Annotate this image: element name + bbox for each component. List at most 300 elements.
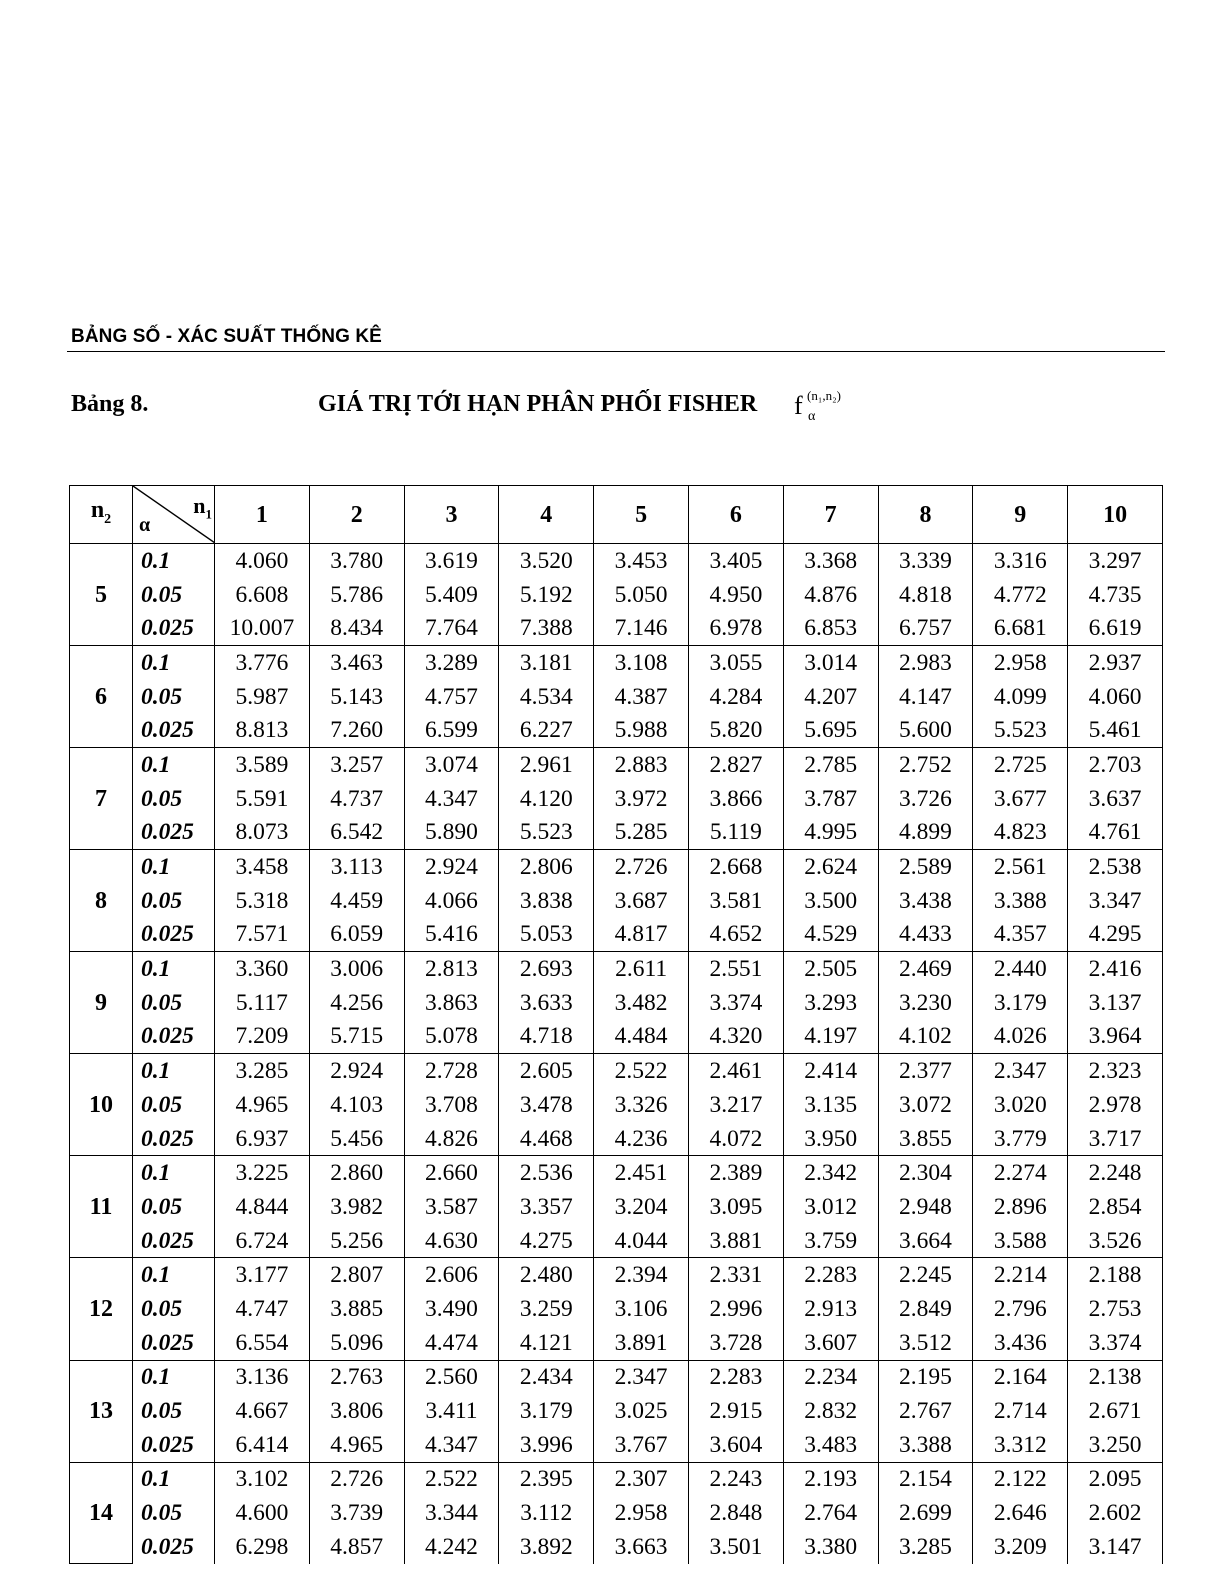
critical-value-cell: 3.108 xyxy=(594,646,689,680)
critical-value-cell: 3.259 xyxy=(499,1292,594,1326)
critical-value-cell: 4.433 xyxy=(878,918,973,952)
critical-value-cell: 2.193 xyxy=(783,1462,878,1496)
critical-value-cell: 3.739 xyxy=(309,1496,404,1530)
n1-column-header: 9 xyxy=(973,486,1068,544)
critical-value-cell: 2.699 xyxy=(878,1496,973,1530)
critical-value-cell: 7.571 xyxy=(215,918,310,952)
critical-value-cell: 2.395 xyxy=(499,1462,594,1496)
critical-value-cell: 5.988 xyxy=(594,713,689,747)
critical-value-cell: 4.066 xyxy=(404,884,499,918)
critical-value-cell: 5.050 xyxy=(594,578,689,612)
critical-value-cell: 2.807 xyxy=(309,1258,404,1292)
n2-header-sub: 2 xyxy=(104,511,112,527)
header-rule xyxy=(67,351,1165,352)
critical-value-cell: 6.059 xyxy=(309,918,404,952)
critical-value-cell: 5.523 xyxy=(973,713,1068,747)
critical-value-cell: 3.289 xyxy=(404,646,499,680)
critical-value-cell: 3.347 xyxy=(1068,884,1163,918)
critical-value-cell: 3.012 xyxy=(783,1190,878,1224)
critical-value-cell: 3.463 xyxy=(309,646,404,680)
n1-column-header: 1 xyxy=(215,486,310,544)
critical-value-cell: 6.724 xyxy=(215,1224,310,1258)
critical-value-cell: 2.913 xyxy=(783,1292,878,1326)
critical-value-cell: 3.436 xyxy=(973,1326,1068,1360)
critical-value-cell: 2.763 xyxy=(309,1360,404,1394)
critical-value-cell: 5.820 xyxy=(688,713,783,747)
critical-value-cell: 4.468 xyxy=(499,1122,594,1156)
critical-value-cell: 4.630 xyxy=(404,1224,499,1258)
critical-value-cell: 8.073 xyxy=(215,816,310,850)
critical-value-cell: 7.388 xyxy=(499,611,594,645)
n2-value-cell: 5 xyxy=(70,544,133,646)
critical-value-cell: 3.136 xyxy=(215,1360,310,1394)
critical-value-cell: 5.119 xyxy=(688,816,783,850)
critical-value-cell: 3.587 xyxy=(404,1190,499,1224)
critical-value-cell: 4.761 xyxy=(1068,816,1163,850)
critical-value-cell: 4.242 xyxy=(404,1530,499,1564)
critical-value-cell: 3.581 xyxy=(688,884,783,918)
critical-value-cell: 3.664 xyxy=(878,1224,973,1258)
critical-value-cell: 2.703 xyxy=(1068,748,1163,782)
critical-value-cell: 3.881 xyxy=(688,1224,783,1258)
critical-value-cell: 3.838 xyxy=(499,884,594,918)
critical-value-cell: 6.681 xyxy=(973,611,1068,645)
critical-value-cell: 2.983 xyxy=(878,646,973,680)
critical-value-cell: 4.236 xyxy=(594,1122,689,1156)
critical-value-cell: 2.095 xyxy=(1068,1462,1163,1496)
critical-value-cell: 2.854 xyxy=(1068,1190,1163,1224)
critical-value-cell: 6.757 xyxy=(878,611,973,645)
critical-value-cell: 4.529 xyxy=(783,918,878,952)
critical-value-cell: 3.520 xyxy=(499,544,594,578)
critical-value-cell: 4.965 xyxy=(309,1428,404,1462)
critical-value-cell: 3.380 xyxy=(783,1530,878,1564)
critical-value-cell: 2.323 xyxy=(1068,1054,1163,1088)
alpha-level-cell: 0.05 xyxy=(133,578,215,612)
critical-value-cell: 3.112 xyxy=(499,1496,594,1530)
critical-value-cell: 3.204 xyxy=(594,1190,689,1224)
critical-value-cell: 3.677 xyxy=(973,782,1068,816)
alpha-level-cell: 0.05 xyxy=(133,1292,215,1326)
critical-value-cell: 2.725 xyxy=(973,748,1068,782)
critical-value-cell: 3.285 xyxy=(215,1054,310,1088)
critical-value-cell: 4.818 xyxy=(878,578,973,612)
n1-header-label: n xyxy=(193,493,206,518)
critical-value-cell: 5.987 xyxy=(215,680,310,714)
table-row xyxy=(70,1156,1163,1190)
alpha-level-cell: 0.1 xyxy=(133,1156,215,1190)
critical-value-cell: 4.474 xyxy=(404,1326,499,1360)
alpha-level-cell: 0.1 xyxy=(133,1258,215,1292)
critical-value-cell: 4.484 xyxy=(594,1020,689,1054)
table-row xyxy=(70,748,1163,782)
critical-value-cell: 3.179 xyxy=(499,1394,594,1428)
critical-value-cell: 3.411 xyxy=(404,1394,499,1428)
critical-value-cell: 5.695 xyxy=(783,713,878,747)
critical-value-cell: 3.982 xyxy=(309,1190,404,1224)
critical-value-cell: 5.192 xyxy=(499,578,594,612)
critical-value-cell: 4.857 xyxy=(309,1530,404,1564)
critical-value-cell: 6.937 xyxy=(215,1122,310,1156)
critical-value-cell: 3.285 xyxy=(878,1530,973,1564)
critical-value-cell: 2.958 xyxy=(973,646,1068,680)
critical-value-cell: 2.304 xyxy=(878,1156,973,1190)
critical-value-cell: 2.796 xyxy=(973,1292,1068,1326)
critical-value-cell: 2.813 xyxy=(404,952,499,986)
critical-value-cell: 3.500 xyxy=(783,884,878,918)
critical-value-cell: 3.374 xyxy=(688,986,783,1020)
critical-value-cell: 5.600 xyxy=(878,713,973,747)
critical-value-cell: 3.344 xyxy=(404,1496,499,1530)
critical-value-cell: 2.347 xyxy=(973,1054,1068,1088)
critical-value-cell: 3.607 xyxy=(783,1326,878,1360)
critical-value-cell: 2.451 xyxy=(594,1156,689,1190)
critical-value-cell: 2.660 xyxy=(404,1156,499,1190)
alpha-level-cell: 0.05 xyxy=(133,1088,215,1122)
critical-value-cell: 3.217 xyxy=(688,1088,783,1122)
critical-value-cell: 5.591 xyxy=(215,782,310,816)
critical-value-cell: 2.522 xyxy=(404,1462,499,1496)
critical-value-cell: 5.078 xyxy=(404,1020,499,1054)
critical-value-cell: 2.389 xyxy=(688,1156,783,1190)
critical-value-cell: 2.188 xyxy=(1068,1258,1163,1292)
critical-value-cell: 2.469 xyxy=(878,952,973,986)
critical-value-cell: 4.667 xyxy=(215,1394,310,1428)
critical-value-cell: 2.589 xyxy=(878,850,973,884)
table-row xyxy=(70,544,1163,578)
critical-value-cell: 2.753 xyxy=(1068,1292,1163,1326)
critical-value-cell: 2.560 xyxy=(404,1360,499,1394)
critical-value-cell: 2.248 xyxy=(1068,1156,1163,1190)
critical-value-cell: 6.608 xyxy=(215,578,310,612)
critical-value-cell: 3.014 xyxy=(783,646,878,680)
critical-value-cell: 3.374 xyxy=(1068,1326,1163,1360)
critical-value-cell: 3.297 xyxy=(1068,544,1163,578)
critical-value-cell: 2.611 xyxy=(594,952,689,986)
n2-value-cell: 10 xyxy=(70,1054,133,1156)
critical-value-cell: 3.055 xyxy=(688,646,783,680)
critical-value-cell: 4.207 xyxy=(783,680,878,714)
alpha-level-cell: 0.05 xyxy=(133,782,215,816)
table-body xyxy=(70,544,1163,1564)
critical-value-cell: 3.135 xyxy=(783,1088,878,1122)
critical-value-cell: 2.860 xyxy=(309,1156,404,1190)
alpha-level-cell: 0.025 xyxy=(133,918,215,952)
alpha-level-cell: 0.1 xyxy=(133,748,215,782)
critical-value-cell: 6.227 xyxy=(499,713,594,747)
critical-value-cell: 3.482 xyxy=(594,986,689,1020)
critical-value-cell: 3.996 xyxy=(499,1428,594,1462)
critical-value-cell: 4.072 xyxy=(688,1122,783,1156)
critical-value-cell: 4.103 xyxy=(309,1088,404,1122)
alpha-level-cell: 0.05 xyxy=(133,986,215,1020)
critical-value-cell: 2.602 xyxy=(1068,1496,1163,1530)
critical-value-cell: 3.257 xyxy=(309,748,404,782)
critical-value-cell: 3.588 xyxy=(973,1224,1068,1258)
critical-value-cell: 5.117 xyxy=(215,986,310,1020)
critical-value-cell: 2.377 xyxy=(878,1054,973,1088)
critical-value-cell: 4.459 xyxy=(309,884,404,918)
critical-value-cell: 5.461 xyxy=(1068,713,1163,747)
alpha-level-cell: 0.025 xyxy=(133,1020,215,1054)
critical-value-cell: 4.735 xyxy=(1068,578,1163,612)
table-row xyxy=(70,1360,1163,1394)
critical-value-cell: 5.285 xyxy=(594,816,689,850)
critical-value-cell: 2.274 xyxy=(973,1156,1068,1190)
fisher-formula xyxy=(794,388,874,428)
critical-value-cell: 6.414 xyxy=(215,1428,310,1462)
critical-value-cell: 2.996 xyxy=(688,1292,783,1326)
critical-value-cell: 3.483 xyxy=(783,1428,878,1462)
table-number: Bảng 8. xyxy=(71,391,149,417)
alpha-level-cell: 0.025 xyxy=(133,1530,215,1564)
critical-value-cell: 2.283 xyxy=(783,1258,878,1292)
critical-value-cell: 2.915 xyxy=(688,1394,783,1428)
critical-value-cell: 7.209 xyxy=(215,1020,310,1054)
critical-value-cell: 2.646 xyxy=(973,1496,1068,1530)
alpha-level-cell: 0.1 xyxy=(133,1462,215,1496)
critical-value-cell: 2.606 xyxy=(404,1258,499,1292)
critical-value-cell: 2.948 xyxy=(878,1190,973,1224)
critical-value-cell: 4.295 xyxy=(1068,918,1163,952)
critical-value-cell: 3.726 xyxy=(878,782,973,816)
critical-value-cell: 2.728 xyxy=(404,1054,499,1088)
critical-value-cell: 3.179 xyxy=(973,986,1068,1020)
table-row xyxy=(70,850,1163,884)
critical-value-cell: 5.890 xyxy=(404,816,499,850)
critical-value-cell: 2.394 xyxy=(594,1258,689,1292)
critical-value-cell: 3.458 xyxy=(215,850,310,884)
critical-value-cell: 4.826 xyxy=(404,1122,499,1156)
critical-value-cell: 2.195 xyxy=(878,1360,973,1394)
critical-value-cell: 3.388 xyxy=(973,884,1068,918)
alpha-level-cell: 0.025 xyxy=(133,816,215,850)
critical-value-cell: 4.102 xyxy=(878,1020,973,1054)
table-row xyxy=(70,884,1163,918)
n2-value-cell: 8 xyxy=(70,850,133,952)
critical-value-cell: 3.293 xyxy=(783,986,878,1020)
n2-value-cell: 13 xyxy=(70,1360,133,1462)
n2-value-cell: 11 xyxy=(70,1156,133,1258)
critical-value-cell: 2.538 xyxy=(1068,850,1163,884)
critical-value-cell: 3.728 xyxy=(688,1326,783,1360)
critical-value-cell: 3.072 xyxy=(878,1088,973,1122)
formula-superscript: (n₁,n₂) xyxy=(807,388,841,403)
n2-value-cell: 6 xyxy=(70,646,133,748)
table-row xyxy=(70,680,1163,714)
critical-value-cell: 4.120 xyxy=(499,782,594,816)
critical-value-cell: 8.434 xyxy=(309,611,404,645)
critical-value-cell: 3.776 xyxy=(215,646,310,680)
critical-value-cell: 4.044 xyxy=(594,1224,689,1258)
critical-value-cell: 3.780 xyxy=(309,544,404,578)
critical-value-cell: 2.414 xyxy=(783,1054,878,1088)
critical-value-cell: 3.147 xyxy=(1068,1530,1163,1564)
critical-value-cell: 2.924 xyxy=(404,850,499,884)
critical-value-cell: 3.025 xyxy=(594,1394,689,1428)
critical-value-cell: 2.764 xyxy=(783,1496,878,1530)
critical-value-cell: 3.892 xyxy=(499,1530,594,1564)
critical-value-cell: 4.320 xyxy=(688,1020,783,1054)
critical-value-cell: 3.209 xyxy=(973,1530,1068,1564)
table-row xyxy=(70,1326,1163,1360)
critical-value-cell: 4.060 xyxy=(1068,680,1163,714)
critical-value-cell: 3.759 xyxy=(783,1224,878,1258)
critical-value-cell: 4.357 xyxy=(973,918,1068,952)
critical-value-cell: 2.714 xyxy=(973,1394,1068,1428)
critical-value-cell: 2.883 xyxy=(594,748,689,782)
table-row xyxy=(70,713,1163,747)
critical-value-cell: 2.214 xyxy=(973,1258,1068,1292)
critical-value-cell: 7.146 xyxy=(594,611,689,645)
alpha-level-cell: 0.025 xyxy=(133,1326,215,1360)
critical-value-cell: 2.978 xyxy=(1068,1088,1163,1122)
alpha-level-cell: 0.05 xyxy=(133,1496,215,1530)
critical-value-cell: 5.096 xyxy=(309,1326,404,1360)
n2-value-cell: 9 xyxy=(70,952,133,1054)
critical-value-cell: 4.099 xyxy=(973,680,1068,714)
critical-value-cell: 2.671 xyxy=(1068,1394,1163,1428)
critical-value-cell: 2.961 xyxy=(499,748,594,782)
critical-value-cell: 3.866 xyxy=(688,782,783,816)
critical-value-cell: 4.387 xyxy=(594,680,689,714)
critical-value-cell: 3.619 xyxy=(404,544,499,578)
critical-value-cell: 3.113 xyxy=(309,850,404,884)
running-header: BẢNG SỐ - XÁC SUẤT THỐNG KÊ xyxy=(71,326,382,347)
critical-value-cell: 2.624 xyxy=(783,850,878,884)
critical-value-cell: 2.726 xyxy=(309,1462,404,1496)
critical-value-cell: 2.848 xyxy=(688,1496,783,1530)
critical-value-cell: 3.230 xyxy=(878,986,973,1020)
table-row xyxy=(70,1496,1163,1530)
critical-value-cell: 3.891 xyxy=(594,1326,689,1360)
table-row xyxy=(70,1054,1163,1088)
table-header-row xyxy=(70,486,1163,544)
critical-value-cell: 10.007 xyxy=(215,611,310,645)
critical-value-cell: 2.937 xyxy=(1068,646,1163,680)
critical-value-cell: 4.995 xyxy=(783,816,878,850)
n1-column-header: 7 xyxy=(783,486,878,544)
critical-value-cell: 3.368 xyxy=(783,544,878,578)
critical-value-cell: 2.522 xyxy=(594,1054,689,1088)
critical-value-cell: 3.181 xyxy=(499,646,594,680)
n2-header-label: n xyxy=(90,496,105,523)
critical-value-cell: 4.284 xyxy=(688,680,783,714)
critical-value-cell: 3.604 xyxy=(688,1428,783,1462)
table-row xyxy=(70,611,1163,645)
alpha-level-cell: 0.05 xyxy=(133,1394,215,1428)
critical-value-cell: 3.177 xyxy=(215,1258,310,1292)
critical-value-cell: 5.456 xyxy=(309,1122,404,1156)
table-row xyxy=(70,578,1163,612)
critical-value-cell: 2.536 xyxy=(499,1156,594,1190)
critical-value-cell: 7.764 xyxy=(404,611,499,645)
critical-value-cell: 4.757 xyxy=(404,680,499,714)
critical-value-cell: 3.478 xyxy=(499,1088,594,1122)
n1-column-header: 6 xyxy=(688,486,783,544)
critical-value-cell: 3.388 xyxy=(878,1428,973,1462)
critical-value-cell: 2.752 xyxy=(878,748,973,782)
critical-value-cell: 2.243 xyxy=(688,1462,783,1496)
critical-value-cell: 2.416 xyxy=(1068,952,1163,986)
critical-value-cell: 4.899 xyxy=(878,816,973,850)
critical-value-cell: 4.817 xyxy=(594,918,689,952)
n1-column-header: 8 xyxy=(878,486,973,544)
critical-value-cell: 2.726 xyxy=(594,850,689,884)
critical-value-cell: 3.490 xyxy=(404,1292,499,1326)
critical-value-cell: 2.896 xyxy=(973,1190,1068,1224)
critical-value-cell: 2.832 xyxy=(783,1394,878,1428)
critical-value-cell: 4.718 xyxy=(499,1020,594,1054)
alpha-level-cell: 0.1 xyxy=(133,646,215,680)
critical-value-cell: 6.853 xyxy=(783,611,878,645)
critical-value-cell: 4.844 xyxy=(215,1190,310,1224)
alpha-level-cell: 0.025 xyxy=(133,713,215,747)
table-row xyxy=(70,1530,1163,1564)
critical-value-cell: 2.122 xyxy=(973,1462,1068,1496)
critical-value-cell: 3.405 xyxy=(688,544,783,578)
table-row xyxy=(70,1224,1163,1258)
critical-value-cell: 2.551 xyxy=(688,952,783,986)
critical-value-cell: 2.668 xyxy=(688,850,783,884)
critical-value-cell: 2.827 xyxy=(688,748,783,782)
critical-value-cell: 4.965 xyxy=(215,1088,310,1122)
critical-value-cell: 4.121 xyxy=(499,1326,594,1360)
critical-value-cell: 5.786 xyxy=(309,578,404,612)
n1-header xyxy=(193,490,212,530)
critical-value-cell: 4.950 xyxy=(688,578,783,612)
n1-column-header: 2 xyxy=(309,486,404,544)
critical-value-cell: 2.283 xyxy=(688,1360,783,1394)
n1-column-header: 10 xyxy=(1068,486,1163,544)
critical-value-cell: 3.767 xyxy=(594,1428,689,1462)
critical-value-cell: 4.747 xyxy=(215,1292,310,1326)
critical-value-cell: 2.342 xyxy=(783,1156,878,1190)
critical-value-cell: 3.526 xyxy=(1068,1224,1163,1258)
critical-value-cell: 3.250 xyxy=(1068,1428,1163,1462)
critical-value-cell: 5.053 xyxy=(499,918,594,952)
alpha-level-cell: 0.05 xyxy=(133,680,215,714)
n2-value-cell: 12 xyxy=(70,1258,133,1360)
critical-value-cell: 5.416 xyxy=(404,918,499,952)
n2-value-cell: 7 xyxy=(70,748,133,850)
critical-value-cell: 4.060 xyxy=(215,544,310,578)
n1-column-header: 4 xyxy=(499,486,594,544)
critical-value-cell: 3.225 xyxy=(215,1156,310,1190)
critical-value-cell: 2.505 xyxy=(783,952,878,986)
critical-value-cell: 3.787 xyxy=(783,782,878,816)
critical-value-cell: 3.663 xyxy=(594,1530,689,1564)
critical-value-cell: 2.331 xyxy=(688,1258,783,1292)
table-row xyxy=(70,1428,1163,1462)
critical-value-cell: 4.737 xyxy=(309,782,404,816)
critical-value-cell: 2.164 xyxy=(973,1360,1068,1394)
alpha-level-cell: 0.025 xyxy=(133,1122,215,1156)
critical-value-cell: 3.950 xyxy=(783,1122,878,1156)
critical-value-cell: 3.633 xyxy=(499,986,594,1020)
critical-value-cell: 3.779 xyxy=(973,1122,1068,1156)
critical-value-cell: 3.074 xyxy=(404,748,499,782)
critical-value-cell: 3.137 xyxy=(1068,986,1163,1020)
critical-value-cell: 4.147 xyxy=(878,680,973,714)
n2-header xyxy=(70,486,133,544)
critical-value-cell: 3.972 xyxy=(594,782,689,816)
diagonal-corner-cell xyxy=(133,486,215,544)
critical-value-cell: 4.652 xyxy=(688,918,783,952)
critical-value-cell: 3.717 xyxy=(1068,1122,1163,1156)
critical-value-cell: 2.154 xyxy=(878,1462,973,1496)
critical-value-cell: 7.260 xyxy=(309,713,404,747)
